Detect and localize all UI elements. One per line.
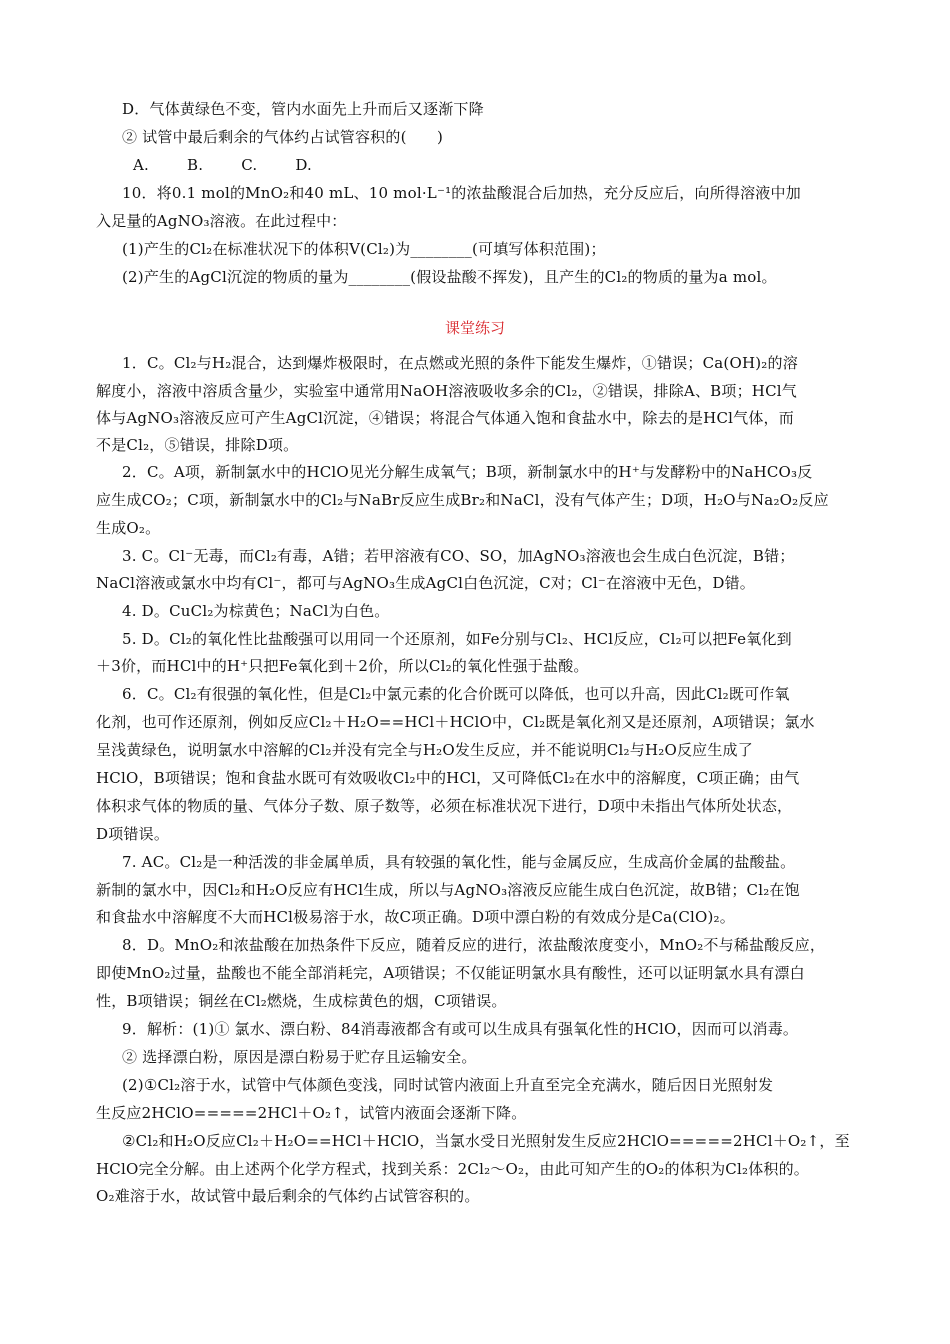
answer-line: (2)①Cl₂溶于水，试管中气体颜色变浅，同时试管内液面上升直至完全充满水，随后因日光照射发 bbox=[122, 1076, 774, 1094]
answer-line: 体积求气体的物质的量、气体分子数、原子数等，必须在标准状况下进行，D项中未指出气体所处状态， bbox=[96, 797, 793, 815]
answer-line: 即使MnO₂过量，盐酸也不能全部消耗完，A项错误；不仅能证明氯水具有酸性，还可以证明氯水具有漂白 bbox=[96, 964, 805, 982]
answer-line: 8．D。MnO₂和浓盐酸在加热条件下反应，随着反应的进行，浓盐酸浓度变小，MnO₂不与稀盐酸反应， bbox=[122, 936, 826, 954]
section-title: 课堂练习 bbox=[444, 319, 505, 337]
question-10-line-2: 入足量的AgNO₃溶液。在此过程中： bbox=[96, 212, 347, 230]
answer-line: 应生成CO₂；C项，新制氯水中的Cl₂与NaBr反应生成Br₂和NaCl，没有气体产生；D项，H₂O与Na₂O₂反应 bbox=[96, 491, 829, 509]
option-c: C. bbox=[241, 156, 258, 174]
answer-line: O₂难溶于水，故试管中最后剩余的气体约占试管容积的。 bbox=[96, 1187, 480, 1205]
answer-line: ＋3价，而HCl中的H⁺只把Fe氧化到＋2价，所以Cl₂的氧化性强于盐酸。 bbox=[96, 657, 589, 675]
option-b: B. bbox=[187, 156, 204, 174]
answer-line: 5. D。Cl₂的氧化性比盐酸强可以用同一个还原剂，如Fe分别与Cl₂、HCl反应，Cl₂可以把Fe氧化到 bbox=[122, 630, 792, 648]
answer-line: 9．解析：(1)① 氯水、漂白粉、84消毒液都含有或可以生成具有强氧化性的HClO，因而可以消毒。 bbox=[122, 1020, 799, 1038]
answer-line: 体与AgNO₃溶液反应可产生AgCl沉淀，④错误；将混合气体通入饱和食盐水中，除去的是HCl气体，而 bbox=[96, 409, 794, 427]
question-10-line-1: 10．将0.1 mol的MnO₂和40 mL、10 mol·L⁻¹的浓盐酸混合后加热，充分反应后，向所得溶液中加 bbox=[122, 184, 801, 202]
answer-line: 性，B项错误；铜丝在Cl₂燃烧，生成棕黄色的烟，C项错误。 bbox=[96, 992, 507, 1010]
answer-line: ②Cl₂和H₂O反应Cl₂＋H₂O==HCl＋HClO，当氯水受日光照射发生反应2HClO=====2HCl＋O₂↑，至 bbox=[122, 1132, 850, 1150]
answer-line: ② 选择漂白粉，原因是漂白粉易于贮存且运输安全。 bbox=[122, 1048, 477, 1066]
answer-line: HClO完全分解。由上述两个化学方程式，找到关系：2Cl₂～O₂，由此可知产生的O₂的体积为Cl₂体积的。 bbox=[96, 1160, 809, 1178]
answer-line: 2．C。A项，新制氯水中的HClO见光分解生成氧气；B项，新制氯水中的H⁺与发酵粉中的NaHCO₃反 bbox=[122, 463, 813, 481]
option-d-line: D．气体黄绿色不变，管内水面先上升而后又逐渐下降 bbox=[122, 100, 484, 118]
option-a: A. bbox=[133, 156, 150, 174]
answer-line: 和食盐水中溶解度不大而HCl极易溶于水，故C项正确。D项中漂白粉的有效成分是Ca(ClO)₂。 bbox=[96, 908, 735, 926]
answer-line: 生成O₂。 bbox=[96, 519, 161, 537]
answer-line: 1．C。Cl₂与H₂混合，达到爆炸极限时，在点燃或光照的条件下能发生爆炸，①错误；Ca(OH)₂的溶 bbox=[122, 354, 798, 372]
answer-line: 7. AC。Cl₂是一种活泼的非金属单质，具有较强的氧化性，能与金属反应，生成高价金属的盐酸盐。 bbox=[122, 853, 796, 871]
answer-line: 不是Cl₂，⑤错误，排除D项。 bbox=[96, 436, 299, 454]
option-d: D. bbox=[295, 156, 313, 174]
answer-line: 化剂，也可作还原剂，例如反应Cl₂＋H₂O==HCl＋HClO中，Cl₂既是氧化剂又是还原剂，A项错误；氯水 bbox=[96, 713, 815, 731]
answer-line: 呈浅黄绿色，说明氯水中溶解的Cl₂并没有完全与H₂O发生反应，并不能说明Cl₂与H₂O反应生成了 bbox=[96, 741, 753, 759]
answer-line: 3. C。Cl⁻无毒，而Cl₂有毒，A错；若甲溶液有CO、SO，加AgNO₃溶液也会生成白色沉淀，B错； bbox=[122, 547, 795, 565]
question-10-part-2: (2)产生的AgCl沉淀的物质的量为________(假设盐酸不挥发)，且产生的Cl₂的物质的量为a mol。 bbox=[122, 268, 777, 286]
answer-line: D项错误。 bbox=[96, 825, 170, 843]
answer-line: HClO，B项错误；饱和食盐水既可有效吸收Cl₂中的HCl，又可降低Cl₂在水中的溶解度，C项正确；由气 bbox=[96, 769, 800, 787]
question-10-part-1: (1)产生的Cl₂在标准状况下的体积V(Cl₂)为________(可填写体积范围)； bbox=[122, 240, 606, 258]
answer-line: 4. D。CuCl₂为棕黄色；NaCl为白色。 bbox=[122, 602, 390, 620]
answer-options bbox=[133, 155, 312, 175]
answer-line: 解度小，溶液中溶质含量少，实验室中通常用NaOH溶液吸收多余的Cl₂，②错误，排除A、B项；HCl气 bbox=[96, 382, 797, 400]
answer-line: 新制的氯水中，因Cl₂和H₂O反应有HCl生成，所以与AgNO₃溶液反应能生成白色沉淀，故B错；Cl₂在饱 bbox=[96, 881, 800, 899]
question-2-line: ② 试管中最后剩余的气体约占试管容积的( ) bbox=[122, 128, 444, 146]
answer-line: NaCl溶液或氯水中均有Cl⁻，都可与AgNO₃生成AgCl白色沉淀，C对；Cl⁻在溶液中无色，D错。 bbox=[96, 574, 756, 592]
answer-line: 6．C。Cl₂有很强的氧化性，但是Cl₂中氯元素的化合价既可以降低，也可以升高，因此Cl₂既可作氧 bbox=[122, 685, 790, 703]
answer-line: 生反应2HClO=====2HCl＋O₂↑，试管内液面会逐渐下降。 bbox=[96, 1104, 527, 1122]
